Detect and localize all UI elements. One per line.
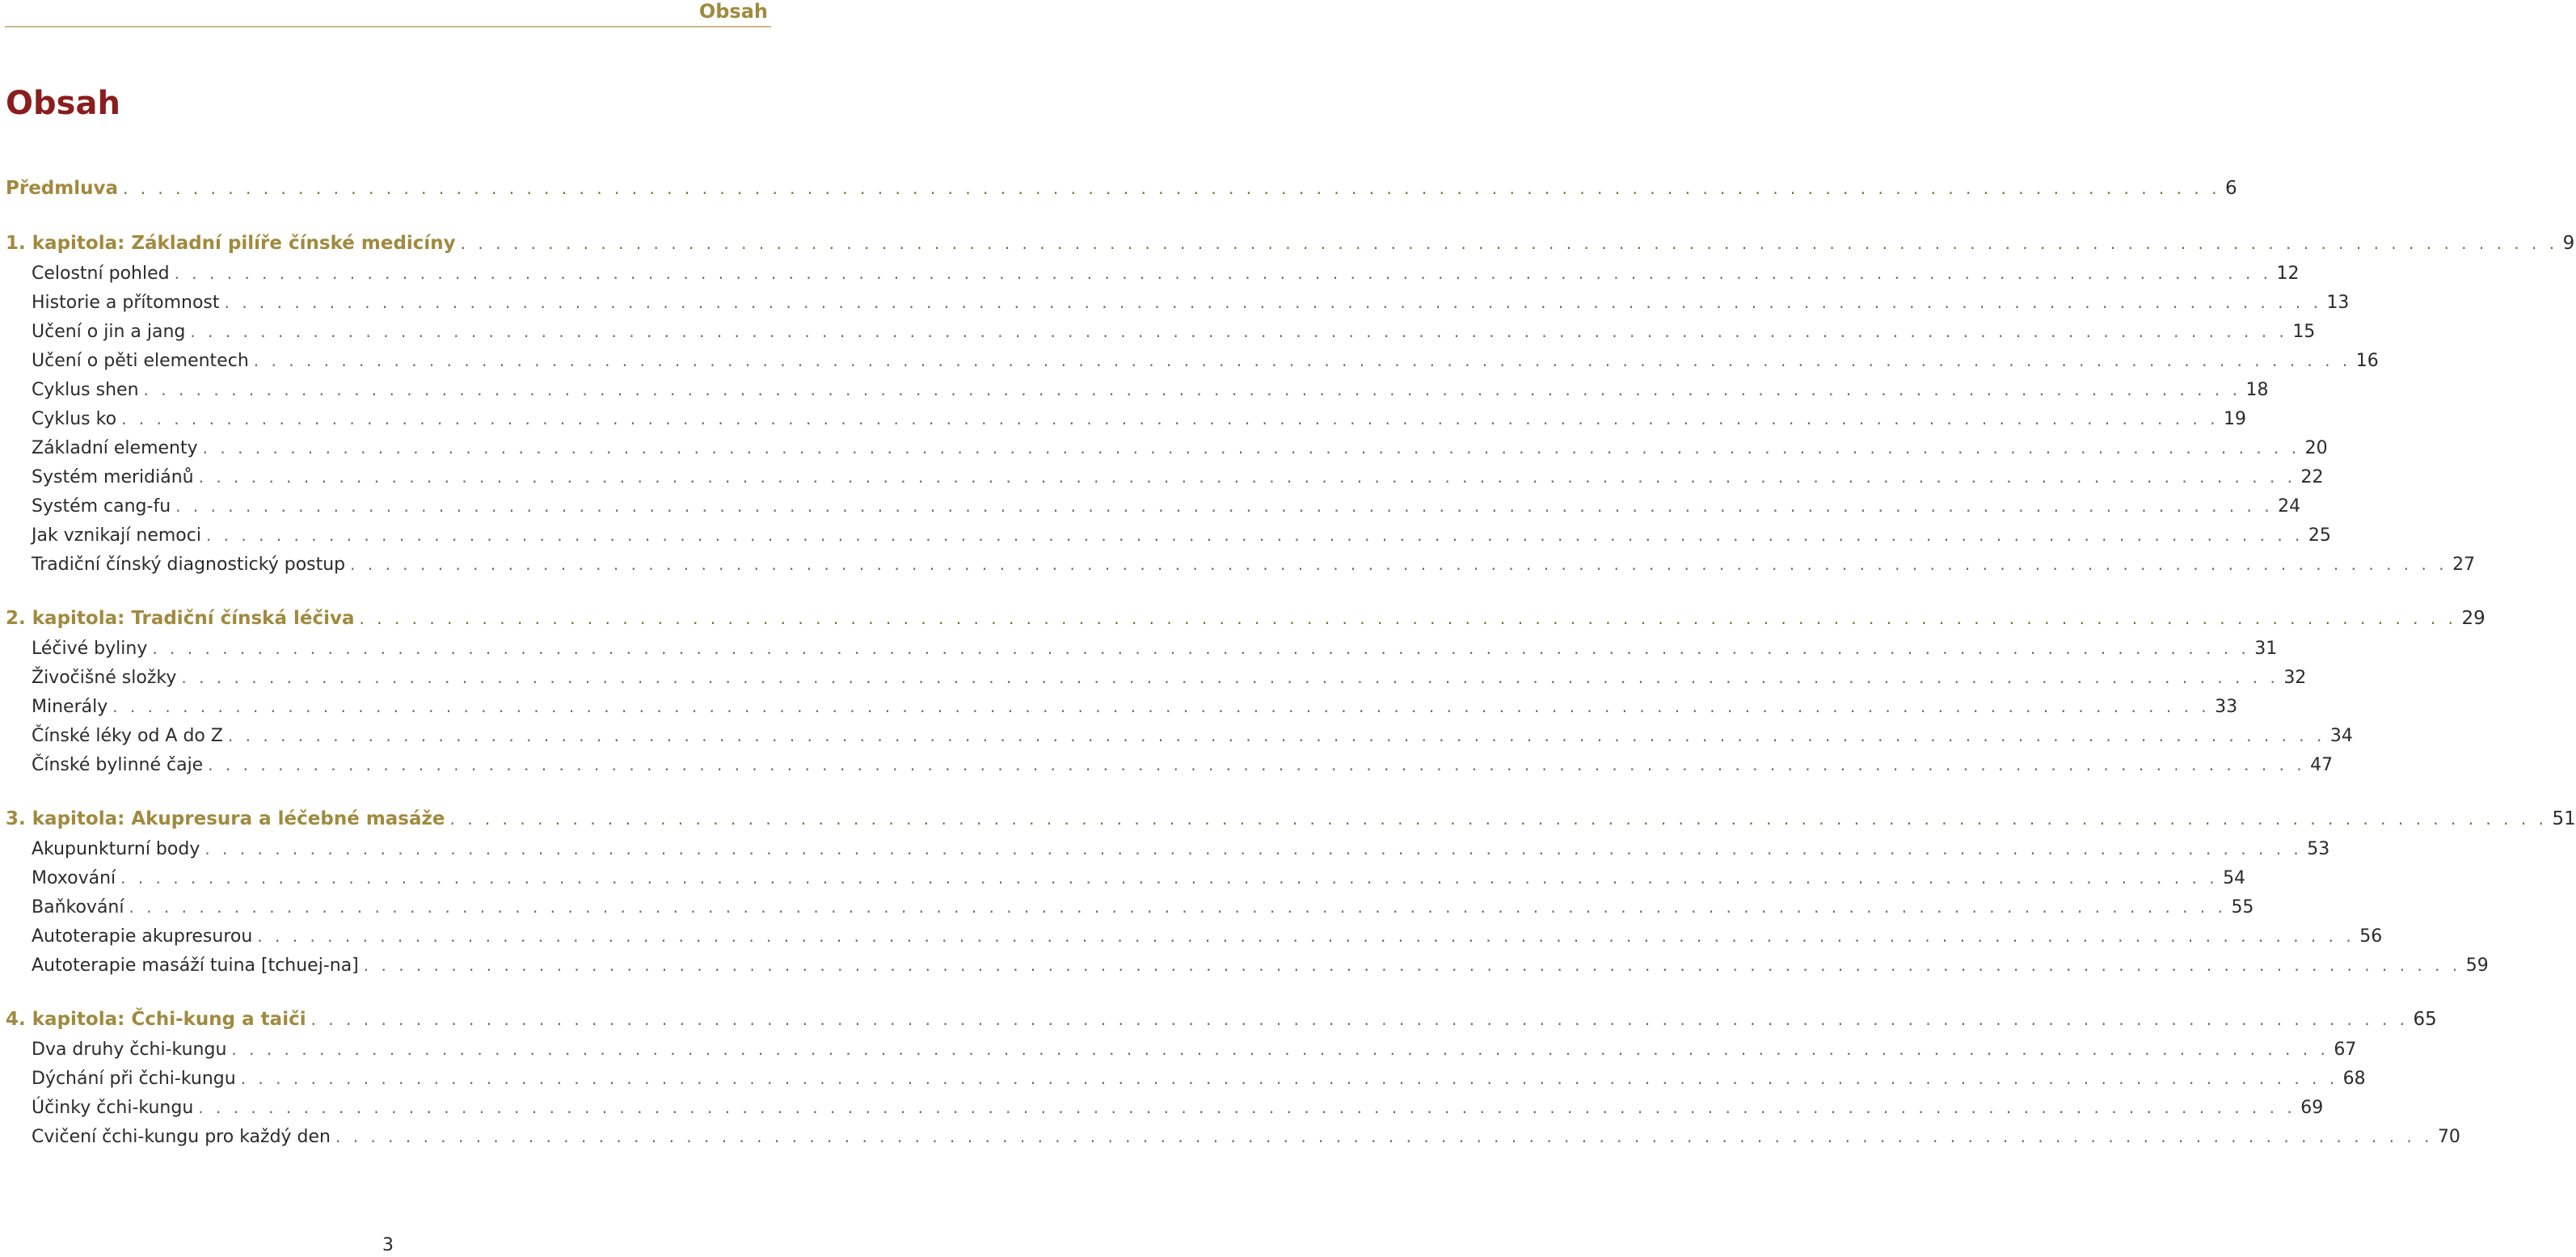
toc-entry[interactable] [0, 750, 2334, 779]
page-title: Obsah [6, 85, 120, 122]
toc-entry-page: 18 [2245, 380, 2269, 400]
toc-chapter-entry[interactable] [0, 603, 2485, 634]
dot-leader: . . . . . . . . . . . . . . . . . . . . . . . . . . . . . . . . . . . . . . . . . . . . . . . . . . . . . . . . . . . . . . . . . . . . . . . . . . . . . . . . . . . . . . . . . . . . . . . . . . . . . . . . . . . . . . . . . . . . . . . . [449, 809, 2548, 829]
toc-entry[interactable] [0, 863, 2246, 892]
toc-entry[interactable] [0, 521, 2331, 550]
dot-leader: . . . . . . . . . . . . . . . . . . . . . . . . . . . . . . . . . . . . . . . . . . . . . . . . . . . . . . . . . . . . . . . . . . . . . . . . . . . . . . . . . . . . . . . . . . . . . . . . . . . . . . . . . . . . . . . . . . . . . . . . [175, 496, 2274, 516]
toc-entry[interactable] [0, 922, 2383, 951]
toc-entry-page: 29 [2461, 608, 2485, 629]
toc-entry-title: Cyklus ko [32, 409, 117, 429]
toc-entry-title: Moxování [32, 868, 116, 888]
dot-leader: . . . . . . . . . . . . . . . . . . . . . . . . . . . . . . . . . . . . . . . . . . . . . . . . . . . . . . . . . . . . . . . . . . . . . . . . . . . . . . . . . . . . . . . . . . . . . . . . . . . . . . . . . . . . . . . . . . . . . . . . [231, 1040, 2329, 1059]
dot-leader: . . . . . . . . . . . . . . . . . . . . . . . . . . . . . . . . . . . . . . . . . . . . . . . . . . . . . . . . . . . . . . . . . . . . . . . . . . . . . . . . . . . . . . . . . . . . . . . . . . . . . . . . . . . . . . . . . . . . . . . . [257, 926, 2355, 946]
dot-leader: . . . . . . . . . . . . . . . . . . . . . . . . . . . . . . . . . . . . . . . . . . . . . . . . . . . . . . . . . . . . . . . . . . . . . . . . . . . . . . . . . . . . . . . . . . . . . . . . . . . . . . . . . . . . . . . . . . . . . . . . [123, 179, 2220, 198]
toc-entry-title: 3. kapitola: Akupresura a léčebné masáže [6, 808, 445, 829]
toc-entry-title: Autoterapie masáží tuina [tchuej-na] [32, 955, 359, 976]
toc-entry-page: 12 [2276, 264, 2300, 284]
toc-chapter-entry[interactable] [0, 228, 2575, 259]
toc-entry-page: 32 [2283, 668, 2307, 688]
toc-entry-page: 59 [2465, 955, 2489, 976]
toc-entry[interactable] [0, 692, 2238, 721]
dot-leader: . . . . . . . . . . . . . . . . . . . . . . . . . . . . . . . . . . . . . . . . . . . . . . . . . . . . . . . . . . . . . . . . . . . . . . . . . . . . . . . . . . . . . . . . . . . . . . . . . . . . . . . . . . . . . . . . . . . . . . . . [112, 697, 2211, 716]
toc-entry-page: 70 [2437, 1127, 2460, 1147]
toc-entry[interactable] [0, 375, 2269, 404]
dot-leader: . . . . . . . . . . . . . . . . . . . . . . . . . . . . . . . . . . . . . . . . . . . . . . . . . . . . . . . . . . . . . . . . . . . . . . . . . . . . . . . . . . . . . . . . . . . . . . . . . . . . . . . . . . . . . . . . . . . . . . . . [310, 1010, 2409, 1029]
toc-entry-page: 27 [2452, 555, 2476, 575]
page-number: 3 [382, 1235, 394, 1255]
toc-entry-title: Účinky čchi-kungu [32, 1098, 194, 1118]
toc-entry-title: Živočišné složky [32, 668, 177, 688]
toc-entry[interactable] [0, 1122, 2460, 1151]
dot-leader: . . . . . . . . . . . . . . . . . . . . . . . . . . . . . . . . . . . . . . . . . . . . . . . . . . . . . . . . . . . . . . . . . . . . . . . . . . . . . . . . . . . . . . . . . . . . . . . . . . . . . . . . . . . . . . . . . . . . . . . . [174, 264, 2272, 283]
toc-entry-page: 25 [2308, 525, 2331, 546]
dot-leader: . . . . . . . . . . . . . . . . . . . . . . . . . . . . . . . . . . . . . . . . . . . . . . . . . . . . . . . . . . . . . . . . . . . . . . . . . . . . . . . . . . . . . . . . . . . . . . . . . . . . . . . . . . . . . . . . . . . . . . . . [152, 639, 2250, 658]
dot-leader: . . . . . . . . . . . . . . . . . . . . . . . . . . . . . . . . . . . . . . . . . . . . . . . . . . . . . . . . . . . . . . . . . . . . . . . . . . . . . . . . . . . . . . . . . . . . . . . . . . . . . . . . . . . . . . . . . . . . . . . . [460, 234, 2558, 253]
toc-entry-page: 53 [2307, 839, 2330, 859]
toc-entry-page: 67 [2334, 1040, 2357, 1060]
dot-leader: . . . . . . . . . . . . . . . . . . . . . . . . . . . . . . . . . . . . . . . . . . . . . . . . . . . . . . . . . . . . . . . . . . . . . . . . . . . . . . . . . . . . . . . . . . . . . . . . . . . . . . . . . . . . . . . . . . . . . . . . [227, 726, 2325, 745]
toc-entry-page: 34 [2329, 726, 2353, 746]
toc-entry-page: 6 [2224, 178, 2237, 199]
toc-entry-title: Jak vznikají nemoci [32, 525, 201, 546]
toc-entry-title: Historie a přítomnost [32, 293, 220, 313]
toc-chapter-entry[interactable] [0, 173, 2237, 204]
toc-entry[interactable] [0, 433, 2328, 462]
toc-entry-page: 55 [2231, 897, 2254, 917]
toc-entry-page: 33 [2215, 697, 2238, 717]
toc-entry-page: 51 [2552, 808, 2576, 829]
toc-entry-title: Čínské léky od A do Z [32, 726, 223, 746]
toc-entry-title: 4. kapitola: Čchi-kung a taiči [6, 1009, 306, 1030]
toc-entry[interactable] [0, 1064, 2366, 1093]
toc-entry-title: Celostní pohled [32, 264, 170, 284]
toc-entry-page: 54 [2223, 868, 2246, 888]
header-divider [5, 26, 771, 27]
toc-chapter-entry[interactable] [0, 804, 2576, 834]
toc-entry-title: Léčivé byliny [32, 639, 148, 659]
toc-entry-page: 68 [2342, 1069, 2366, 1089]
toc-entry-title: Systém cang-fu [32, 496, 171, 517]
toc-entry-title: Čínské bylinné čaje [32, 755, 204, 775]
toc-entry[interactable] [0, 892, 2254, 922]
dot-leader: . . . . . . . . . . . . . . . . . . . . . . . . . . . . . . . . . . . . . . . . . . . . . . . . . . . . . . . . . . . . . . . . . . . . . . . . . . . . . . . . . . . . . . . . . . . . . . . . . . . . . . . . . . . . . . . . . . . . . . . . [253, 351, 2351, 370]
table-of-contents [0, 173, 2576, 1151]
toc-entry-title: Dva druhy čchi-kungu [32, 1040, 227, 1060]
dot-leader: . . . . . . . . . . . . . . . . . . . . . . . . . . . . . . . . . . . . . . . . . . . . . . . . . . . . . . . . . . . . . . . . . . . . . . . . . . . . . . . . . . . . . . . . . . . . . . . . . . . . . . . . . . . . . . . . . . . . . . . . [190, 322, 2288, 341]
toc-entry-title: Předmluva [6, 178, 118, 199]
dot-leader: . . . . . . . . . . . . . . . . . . . . . . . . . . . . . . . . . . . . . . . . . . . . . . . . . . . . . . . . . . . . . . . . . . . . . . . . . . . . . . . . . . . . . . . . . . . . . . . . . . . . . . . . . . . . . . . . . . . . . . . . [205, 525, 2304, 545]
toc-entry[interactable] [0, 721, 2353, 750]
toc-entry-page: 19 [2224, 409, 2246, 429]
toc-entry-page: 47 [2310, 755, 2334, 775]
dot-leader: . . . . . . . . . . . . . . . . . . . . . . . . . . . . . . . . . . . . . . . . . . . . . . . . . . . . . . . . . . . . . . . . . . . . . . . . . . . . . . . . . . . . . . . . . . . . . . . . . . . . . . . . . . . . . . . . . . . . . . . . [240, 1069, 2338, 1088]
dot-leader: . . . . . . . . . . . . . . . . . . . . . . . . . . . . . . . . . . . . . . . . . . . . . . . . . . . . . . . . . . . . . . . . . . . . . . . . . . . . . . . . . . . . . . . . . . . . . . . . . . . . . . . . . . . . . . . . . . . . . . . . [204, 839, 2303, 858]
toc-entry-page: 65 [2413, 1009, 2437, 1030]
toc-entry[interactable] [0, 491, 2301, 521]
toc-entry[interactable] [0, 346, 2379, 375]
dot-leader: . . . . . . . . . . . . . . . . . . . . . . . . . . . . . . . . . . . . . . . . . . . . . . . . . . . . . . . . . . . . . . . . . . . . . . . . . . . . . . . . . . . . . . . . . . . . . . . . . . . . . . . . . . . . . . . . . . . . . . . . [143, 380, 2241, 399]
dot-leader: . . . . . . . . . . . . . . . . . . . . . . . . . . . . . . . . . . . . . . . . . . . . . . . . . . . . . . . . . . . . . . . . . . . . . . . . . . . . . . . . . . . . . . . . . . . . . . . . . . . . . . . . . . . . . . . . . . . . . . . . [363, 955, 2461, 975]
toc-entry[interactable] [0, 404, 2246, 433]
toc-entry[interactable] [0, 1093, 2324, 1122]
toc-entry[interactable] [0, 834, 2330, 863]
toc-entry-title: Základní elementy [32, 438, 198, 458]
toc-entry-title: 1. kapitola: Základní pilíře čínské medicíny [6, 233, 456, 254]
toc-entry[interactable] [0, 462, 2324, 491]
toc-entry-title: Cyklus shen [32, 380, 139, 400]
toc-entry[interactable] [0, 663, 2307, 692]
toc-entry-page: 24 [2278, 496, 2301, 517]
toc-entry-title: Minerály [32, 697, 108, 717]
dot-leader: . . . . . . . . . . . . . . . . . . . . . . . . . . . . . . . . . . . . . . . . . . . . . . . . . . . . . . . . . . . . . . . . . . . . . . . . . . . . . . . . . . . . . . . . . . . . . . . . . . . . . . . . . . . . . . . . . . . . . . . . [350, 555, 2448, 574]
toc-entry-title: Učení o jin a jang [32, 322, 186, 342]
toc-entry[interactable] [0, 951, 2489, 980]
toc-entry-title: 2. kapitola: Tradiční čínská léčiva [6, 608, 355, 629]
toc-entry-page: 56 [2359, 926, 2383, 947]
dot-leader: . . . . . . . . . . . . . . . . . . . . . . . . . . . . . . . . . . . . . . . . . . . . . . . . . . . . . . . . . . . . . . . . . . . . . . . . . . . . . . . . . . . . . . . . . . . . . . . . . . . . . . . . . . . . . . . . . . . . . . . . [202, 438, 2300, 458]
toc-entry-page: 16 [2355, 351, 2379, 371]
toc-entry[interactable] [0, 317, 2316, 346]
dot-leader: . . . . . . . . . . . . . . . . . . . . . . . . . . . . . . . . . . . . . . . . . . . . . . . . . . . . . . . . . . . . . . . . . . . . . . . . . . . . . . . . . . . . . . . . . . . . . . . . . . . . . . . . . . . . . . . . . . . . . . . . [198, 467, 2296, 487]
dot-leader: . . . . . . . . . . . . . . . . . . . . . . . . . . . . . . . . . . . . . . . . . . . . . . . . . . . . . . . . . . . . . . . . . . . . . . . . . . . . . . . . . . . . . . . . . . . . . . . . . . . . . . . . . . . . . . . . . . . . . . . . [198, 1098, 2296, 1117]
toc-entry-title: Akupunkturní body [32, 839, 200, 859]
toc-entry-page: 22 [2300, 467, 2324, 487]
dot-leader: . . . . . . . . . . . . . . . . . . . . . . . . . . . . . . . . . . . . . . . . . . . . . . . . . . . . . . . . . . . . . . . . . . . . . . . . . . . . . . . . . . . . . . . . . . . . . . . . . . . . . . . . . . . . . . . . . . . . . . . . [335, 1127, 2433, 1146]
toc-entry-title: Baňkování [32, 897, 124, 917]
toc-entry-page: 13 [2326, 293, 2350, 313]
toc-entry-title: Systém meridiánů [32, 467, 194, 487]
dot-leader: . . . . . . . . . . . . . . . . . . . . . . . . . . . . . . . . . . . . . . . . . . . . . . . . . . . . . . . . . . . . . . . . . . . . . . . . . . . . . . . . . . . . . . . . . . . . . . . . . . . . . . . . . . . . . . . . . . . . . . . . [208, 755, 2306, 774]
toc-entry-page: 20 [2304, 438, 2328, 458]
toc-entry-title: Cvičení čchi-kungu pro každý den [32, 1127, 331, 1147]
dot-leader: . . . . . . . . . . . . . . . . . . . . . . . . . . . . . . . . . . . . . . . . . . . . . . . . . . . . . . . . . . . . . . . . . . . . . . . . . . . . . . . . . . . . . . . . . . . . . . . . . . . . . . . . . . . . . . . . . . . . . . . . [129, 897, 2227, 917]
toc-entry-page: 15 [2292, 322, 2316, 342]
toc-entry[interactable] [0, 550, 2476, 579]
toc-entry-page: 31 [2254, 639, 2278, 659]
toc-entry-title: Dýchání při čchi-kungu [32, 1069, 236, 1089]
toc-entry-page: 9 [2562, 233, 2575, 254]
dot-leader: . . . . . . . . . . . . . . . . . . . . . . . . . . . . . . . . . . . . . . . . . . . . . . . . . . . . . . . . . . . . . . . . . . . . . . . . . . . . . . . . . . . . . . . . . . . . . . . . . . . . . . . . . . . . . . . . . . . . . . . . [120, 868, 2219, 888]
dot-leader: . . . . . . . . . . . . . . . . . . . . . . . . . . . . . . . . . . . . . . . . . . . . . . . . . . . . . . . . . . . . . . . . . . . . . . . . . . . . . . . . . . . . . . . . . . . . . . . . . . . . . . . . . . . . . . . . . . . . . . . . [121, 409, 2219, 428]
dot-leader: . . . . . . . . . . . . . . . . . . . . . . . . . . . . . . . . . . . . . . . . . . . . . . . . . . . . . . . . . . . . . . . . . . . . . . . . . . . . . . . . . . . . . . . . . . . . . . . . . . . . . . . . . . . . . . . . . . . . . . . . [181, 668, 2279, 687]
toc-chapter-entry[interactable] [0, 1004, 2437, 1035]
toc-entry[interactable] [0, 1035, 2357, 1064]
toc-entry-title: Autoterapie akupresurou [32, 926, 253, 947]
running-header: Obsah [698, 0, 768, 23]
dot-leader: . . . . . . . . . . . . . . . . . . . . . . . . . . . . . . . . . . . . . . . . . . . . . . . . . . . . . . . . . . . . . . . . . . . . . . . . . . . . . . . . . . . . . . . . . . . . . . . . . . . . . . . . . . . . . . . . . . . . . . . . [359, 609, 2457, 628]
dot-leader: . . . . . . . . . . . . . . . . . . . . . . . . . . . . . . . . . . . . . . . . . . . . . . . . . . . . . . . . . . . . . . . . . . . . . . . . . . . . . . . . . . . . . . . . . . . . . . . . . . . . . . . . . . . . . . . . . . . . . . . . [224, 293, 2322, 312]
toc-entry-title: Tradiční čínský diagnostický postup [32, 555, 346, 575]
toc-entry[interactable] [0, 634, 2278, 663]
toc-entry[interactable] [0, 259, 2300, 288]
toc-entry-page: 69 [2300, 1098, 2324, 1118]
toc-entry-title: Učení o pěti elementech [32, 351, 249, 371]
toc-entry[interactable] [0, 288, 2350, 317]
